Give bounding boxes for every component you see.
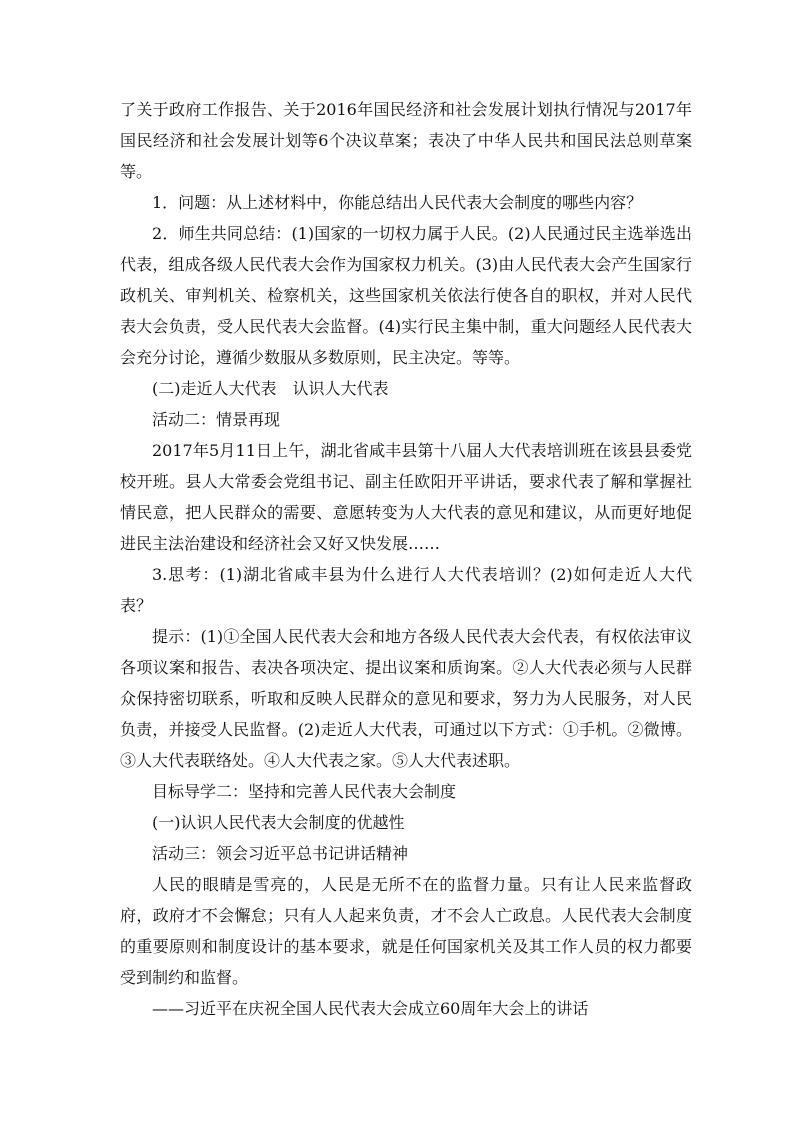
question-3: 3.思考：(1)湖北省咸丰县为什么进行人大代表培训？(2)如何走近人大代表？ (120, 565, 692, 615)
activity-3-heading: 活动三：领会习近平总书记讲话精神 (152, 844, 409, 863)
question-1: 1．问题：从上述材料中，你能总结出人民代表大会制度的哪些内容？ (152, 193, 643, 212)
paragraph-continuation: 了关于政府工作报告、关于2016年国民经济和社会发展计划执行情况与2017年国民经济和社会发展计划等6个决议草案；表决了中华人民共和国民法总则草案等。 (120, 100, 692, 181)
quote-attribution: ——习近平在庆祝全国人民代表大会成立60周年大会上的讲话 (152, 999, 589, 1018)
document-body (120, 94, 692, 1024)
scenario-paragraph: 2017年5月11日上午，湖北省咸丰县第十八届人大代表培训班在该县县委党校开班。县人大常委会党组书记、副主任欧阳开平讲话，要求代表了解和掌握社情民意，把人民群众的需要、意愿转变为人大代表的意见和建议，从而更好地促进民主法治建设和经济社会又好又快发展…… (120, 441, 692, 553)
goal-heading-2: 目标导学二：坚持和完善人民代表大会制度 (152, 782, 457, 801)
section-heading-2: (二)走近人大代表 认识人大代表 (152, 379, 389, 398)
quote-paragraph: 人民的眼睛是雪亮的，人民是无所不在的监督力量。只有让人民来监督政府，政府才不会懈怠；只有人人起来负责，才不会人亡政息。人民代表大会制度的重要原则和制度设计的基本要求，就是任何国家机关及其工作人员的权力都要受到制约和监督。 (120, 875, 692, 987)
subsection-heading-1: (一)认识人民代表大会制度的优越性 (152, 813, 405, 832)
activity-2-heading: 活动二：情景再现 (152, 410, 281, 429)
hint-paragraph: 提示：(1)①全国人民代表大会和地方各级人民代表大会代表，有权依法审议各项议案和报告、表决各项决定、提出议案和质询案。②人大代表必须与人民群众保持密切联系，听取和反映人民群众的意见和要求，努力为人民服务，对人民负责，并接受人民监督。(2)走近人大代表，可通过以下方式：①手机。②微博。③人大代表联络处。④人大代表之家。⑤人大代表述职。 (120, 627, 692, 770)
summary-2: 2．师生共同总结：(1)国家的一切权力属于人民。(2)人民通过民主选举选出代表，组成各级人民代表大会作为国家权力机关。(3)由人民代表大会产生国家行政机关、审判机关、检察机关，这些国家机关依法行使各自的职权，并对人民代表大会负责，受人民代表大会监督。(4)实行民主集中制，重大问题经人民代表大会充分讨论，遵循少数服从多数原则，民主决定。等等。 (120, 224, 692, 367)
